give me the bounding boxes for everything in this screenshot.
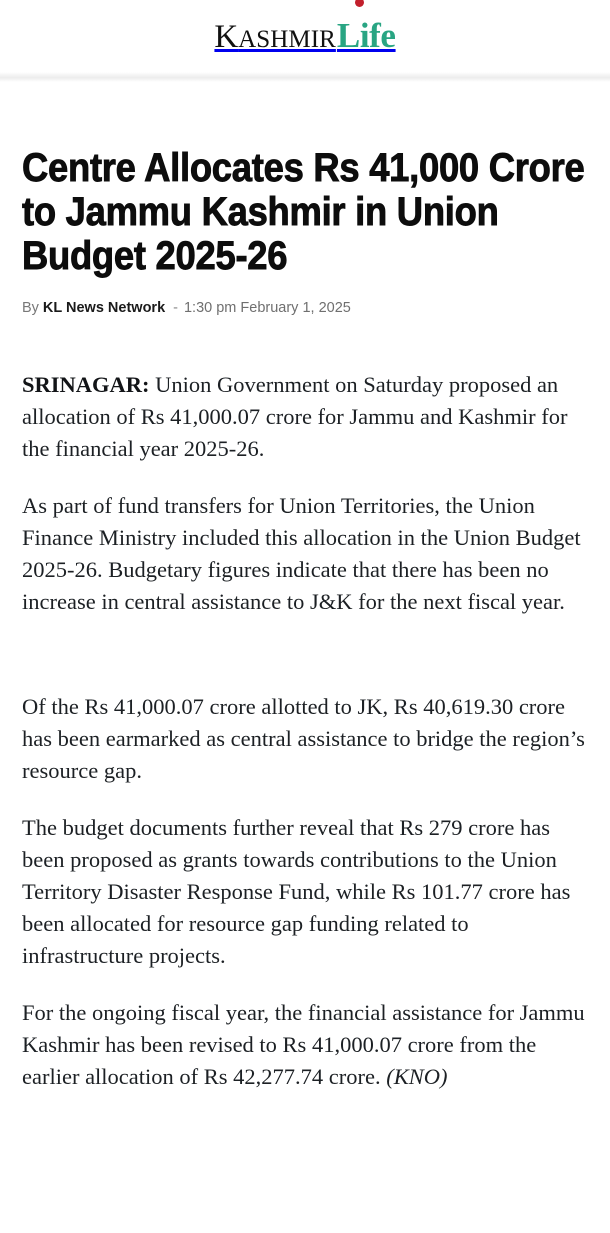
news-agency-credit: (KNO)	[386, 1064, 448, 1089]
logo-life-text: Life	[336, 16, 396, 55]
byline-prefix: By	[22, 300, 39, 316]
article-bottom-spacer	[22, 1093, 588, 1151]
byline-author[interactable]: KL News Network	[42, 300, 166, 316]
article-container	[0, 146, 610, 1151]
byline-separator: -	[173, 300, 178, 316]
article-paragraph-3: Of the Rs 41,000.07 crore allotted to JK, Rs 40,619.30 crore has been earmarked as central assistance to bridge the region’s resource gap.	[22, 694, 585, 783]
article-byline	[22, 299, 588, 317]
paragraph-5-text: For the ongoing fiscal year, the financial assistance for Jammu Kashmir has been revised to Rs 41,000.07 crore from the earlier allocation of Rs 42,277.74 crore.	[22, 1000, 585, 1089]
article-headline: Centre Allocates Rs 41,000 Crore to Jammu Kashmir in Union Budget 2025-26	[22, 146, 585, 278]
masthead-divider	[0, 72, 610, 82]
logo-initial-k: K	[214, 19, 239, 55]
article-paragraph-1	[22, 369, 588, 465]
article-paragraph-4: The budget documents further reveal that Rs 279 crore has been proposed as grants towards contributions to the Union Territory Disaster Response Fund, while Rs 101.77 crore has been allocated for resource gap funding related to infrastructure projects.	[22, 815, 571, 968]
article-paragraph-5	[22, 997, 588, 1093]
paragraph-1-text: Union Government on Saturday proposed an allocation of Rs 41,000.07 crore for Jammu and Kashmir for the financial year 2025-26.	[22, 372, 568, 461]
logo-wordmark-life	[337, 18, 396, 53]
dateline-label: SRINAGAR:	[22, 372, 150, 397]
byline-timestamp: 1:30 pm February 1, 2025	[183, 300, 351, 316]
article-body	[22, 369, 588, 1093]
logo-wordmark-kashmir	[214, 21, 335, 54]
article-paragraph-2: As part of fund transfers for Union Territories, the Union Finance Ministry included this allocation in the Union Budget 2025-26. Budgetary figures indicate that there has been no increase in central assistance to J&K for the next fiscal year.	[22, 493, 581, 614]
logo-smallcaps-ashmir: ASHMIR	[238, 26, 336, 53]
site-logo-link[interactable]	[214, 18, 395, 54]
logo-red-dot-icon	[355, 0, 364, 7]
site-masthead	[0, 0, 610, 72]
